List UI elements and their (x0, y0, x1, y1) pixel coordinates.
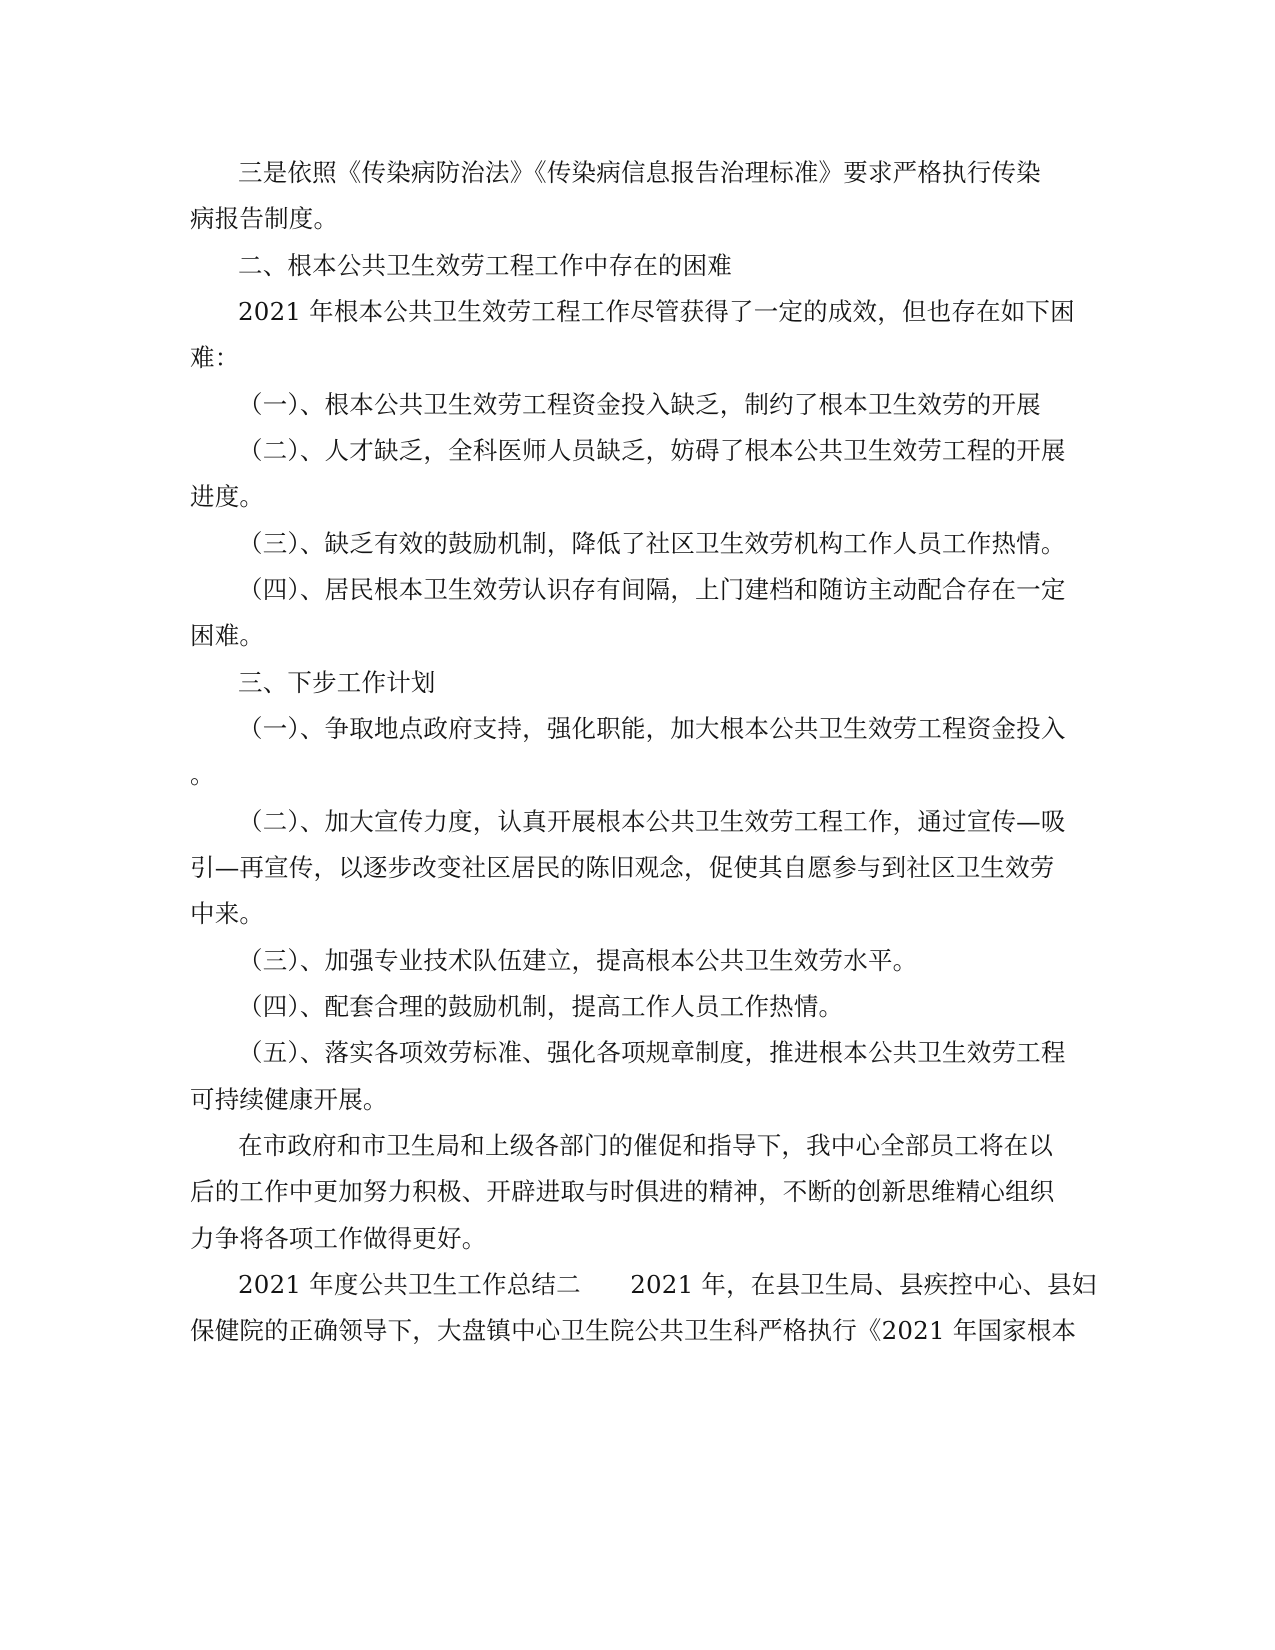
paragraph-line: 病报告制度。 (190, 204, 339, 233)
paragraph-line: 难： (190, 343, 240, 372)
paragraph-line: 后的工作中更加努力积极、开辟进取与时俱进的精神，不断的创新思维精心组织 (190, 1177, 1055, 1206)
section-heading: 二、根本公共卫生效劳工程工作中存在的困难 (238, 251, 732, 280)
paragraph-line: 。 (190, 760, 215, 789)
section-heading: 三、下步工作计划 (238, 668, 436, 697)
paragraph-line: 困难。 (190, 621, 265, 650)
list-item: （四）、配套合理的鼓励机制，提高工作人员工作热情。 (238, 992, 844, 1021)
list-item: （三）、缺乏有效的鼓励机制，降低了社区卫生效劳机构工作人员工作热情。 (238, 529, 1066, 558)
paragraph-line: 引—再宣传，以逐步改变社区居民的陈旧观念，促使其自愿参与到社区卫生效劳 (190, 853, 1055, 882)
list-item: （五）、落实各项效劳标准、强化各项规章制度，推进根本公共卫生效劳工程 (238, 1038, 1066, 1067)
paragraph-line: 可持续健康开展。 (190, 1085, 388, 1114)
paragraph-line: 力争将各项工作做得更好。 (190, 1224, 487, 1253)
list-item: （二）、人才缺乏，全科医师人员缺乏，妨碍了根本公共卫生效劳工程的开展 (238, 436, 1066, 465)
paragraph-line: 保健院的正确领导下，大盘镇中心卫生院公共卫生科严格执行《2021 年国家根本 (190, 1316, 1077, 1345)
paragraph-line: 2021 年根本公共卫生效劳工程工作尽管获得了一定的成效，但也存在如下困 (238, 297, 1075, 326)
paragraph-line: 进度。 (190, 482, 265, 511)
list-item: （一）、根本公共卫生效劳工程资金投入缺乏，制约了根本卫生效劳的开展 (238, 390, 1041, 419)
paragraph-line: 中来。 (190, 899, 265, 928)
list-item: （四）、居民根本卫生效劳认识存有间隔，上门建档和随访主动配合存在一定 (238, 575, 1066, 604)
list-item: （三）、加强专业技术队伍建立，提高根本公共卫生效劳水平。 (238, 946, 918, 975)
paragraph-line: 2021 年度公共卫生工作总结二 2021 年，在县卫生局、县疾控中心、县妇 (238, 1270, 1097, 1299)
list-item: （二）、加大宣传力度，认真开展根本公共卫生效劳工程工作，通过宣传—吸 (238, 807, 1066, 836)
paragraph-line: 三是依照《传染病防治法》《传染病信息报告治理标准》要求严格执行传染 (238, 158, 1041, 187)
list-item: （一）、争取地点政府支持，强化职能，加大根本公共卫生效劳工程资金投入 (238, 714, 1066, 743)
paragraph-line: 在市政府和市卫生局和上级各部门的催促和指导下，我中心全部员工将在以 (238, 1131, 1054, 1160)
